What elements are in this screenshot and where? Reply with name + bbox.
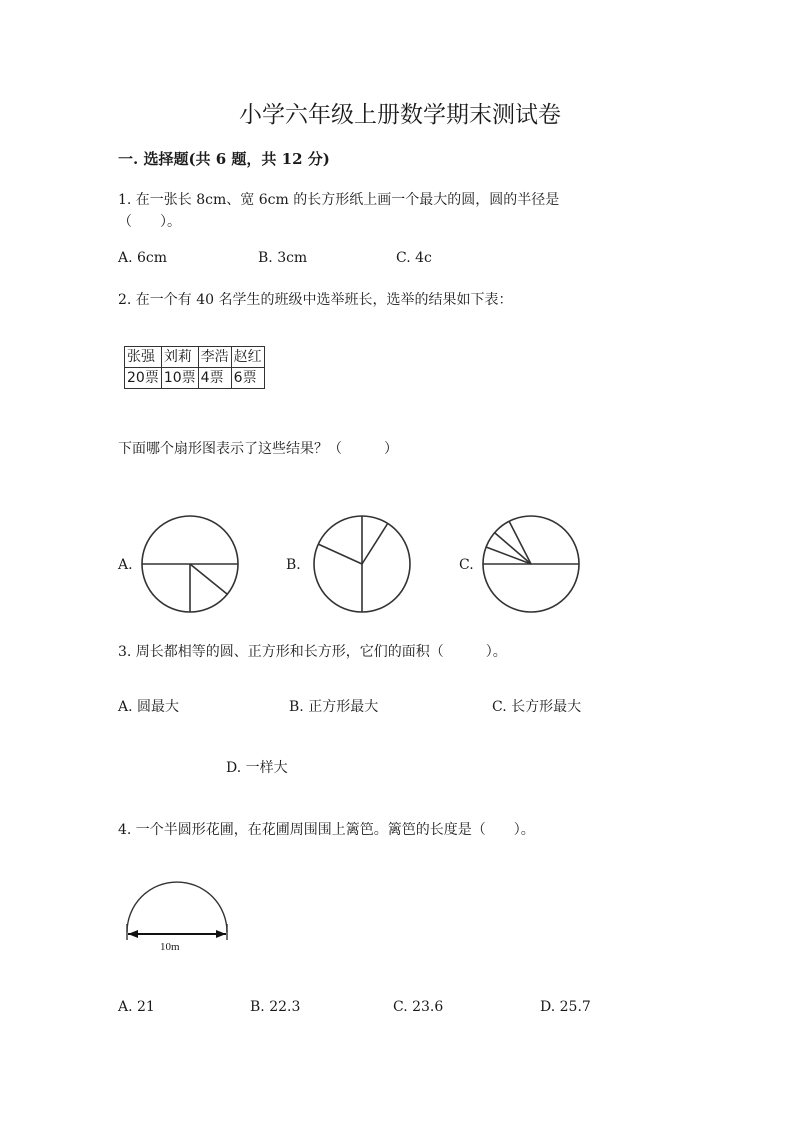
section-heading: 一. 选择题(共 6 题，共 12 分)	[118, 150, 330, 168]
q3-option-c: C. 长方形最大	[492, 699, 582, 715]
vote-table-header-row	[125, 347, 265, 368]
pie-chart-b	[312, 515, 412, 615]
q1-option-c: C. 4c	[396, 250, 432, 266]
vote-table-value-row	[125, 368, 265, 389]
vote-table	[124, 346, 265, 389]
vote-table-cell: 6票	[231, 368, 264, 389]
question-2-text: 2. 在一个有 40 名学生的班级中选举班长，选举的结果如下表：	[118, 292, 513, 308]
question-2-prompt: 下面哪个扇形图表示了这些结果？（ ）	[118, 441, 398, 457]
pie-option-b-label: B.	[286, 557, 301, 573]
vote-table-cell: 4票	[198, 368, 231, 389]
vote-table-cell: 20票	[125, 368, 162, 389]
dimension-label: 10m	[160, 941, 180, 953]
vote-table-header: 张强	[125, 347, 162, 368]
q3-option-d: D. 一样大	[226, 760, 288, 776]
dimension-arrow-left	[128, 930, 138, 938]
q4-option-a: A. 21	[118, 999, 155, 1015]
pie-b-radius	[362, 523, 388, 564]
question-1-text: 1. 在一张长 8cm、宽 6cm 的长方形纸上画一个最大的圆，圆的半径是	[118, 192, 560, 208]
pie-c-radius	[495, 533, 531, 564]
vote-table-header: 赵红	[231, 347, 264, 368]
q1-option-a: A. 6cm	[118, 250, 168, 266]
q4-option-b: B. 22.3	[250, 999, 301, 1015]
question-1-blank: （ ）。	[118, 214, 181, 230]
page-title: 小学六年级上册数学期末测试卷	[239, 102, 561, 128]
dimension-arrow-right	[216, 930, 226, 938]
semicircle-arc	[127, 882, 227, 932]
q4-option-c: C. 23.6	[393, 999, 444, 1015]
q3-option-a: A. 圆最大	[118, 699, 180, 715]
q1-option-b: B. 3cm	[258, 250, 308, 266]
pie-a-radius	[190, 564, 227, 594]
pie-chart-a	[140, 515, 240, 615]
pie-option-c-label: C.	[459, 557, 474, 573]
question-3-text: 3. 周长都相等的圆、正方形和长方形，它们的面积（ ）。	[118, 644, 507, 660]
vote-table-cell: 10票	[161, 368, 198, 389]
pie-b-radius	[318, 544, 362, 564]
q3-option-b: B. 正方形最大	[289, 699, 379, 715]
pie-option-a-label: A.	[118, 557, 133, 573]
q4-option-d: D. 25.7	[540, 999, 591, 1015]
vote-table-header: 李浩	[198, 347, 231, 368]
question-4-text: 4. 一个半圆形花圃，在花圃周围围上篱笆。篱笆的长度是（ ）。	[118, 822, 535, 838]
vote-table-header: 刘莉	[161, 347, 198, 368]
pie-chart-c	[481, 515, 581, 615]
